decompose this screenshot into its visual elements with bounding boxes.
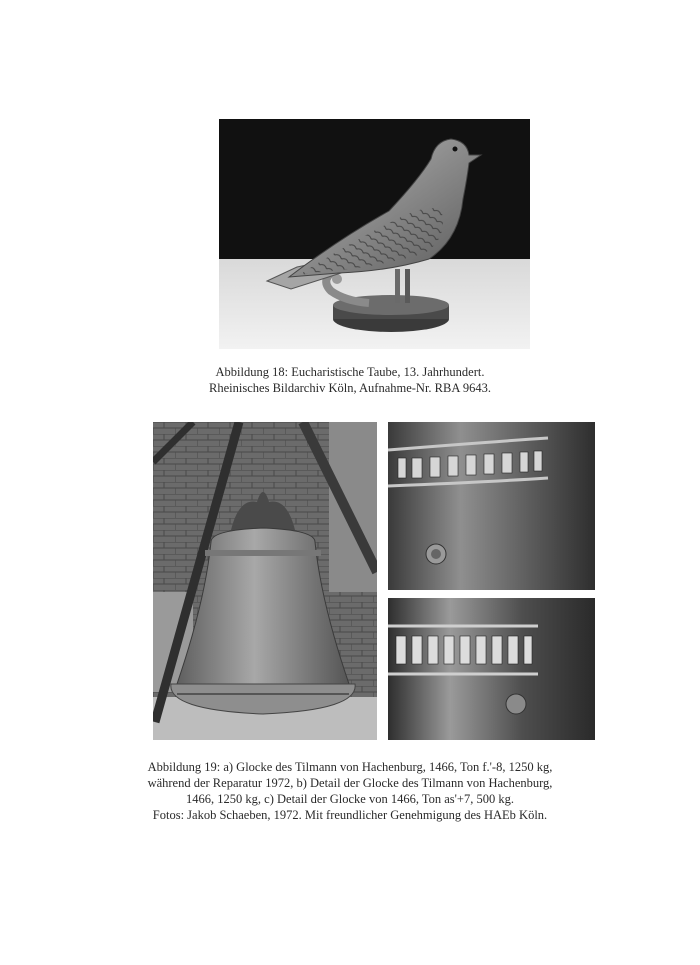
bell-illustration [153,422,377,740]
figure-18-caption-line-2: Rheinisches Bildarchiv Köln, Aufnahme-Nr. RBA 9643. [209,381,491,395]
dove-illustration [219,119,530,349]
bell-detail-b-photo [388,422,595,590]
figure-19-caption-line-2: während der Reparatur 1972, b) Detail der Glocke des Tilmann von Hachenburg, [147,776,553,790]
bell-detail-c-illustration [388,598,595,740]
figure-18-caption [100,364,600,396]
figure-18-caption-line-1: Abbildung 18: Eucharistische Taube, 13. Jahrhundert. [215,365,485,379]
figure-19-caption-line-3: 1466, 1250 kg, c) Detail der Glocke von 1466, Ton as'+7, 500 kg. [186,792,514,806]
bell-detail-b-illustration [388,422,595,590]
bell-detail-c-photo [388,598,595,740]
dove-photo [219,119,530,349]
figure-19-caption-line-4: Fotos: Jakob Schaeben, 1972. Mit freundlicher Genehmigung des HAEb Köln. [152,808,548,822]
figure-19-caption-line-1: Abbildung 19: a) Glocke des Tilmann von Hachenburg, 1466, Ton f.'-8, 1250 kg, [147,760,553,774]
bell-photo [153,422,377,740]
figure-19-caption [90,759,610,823]
